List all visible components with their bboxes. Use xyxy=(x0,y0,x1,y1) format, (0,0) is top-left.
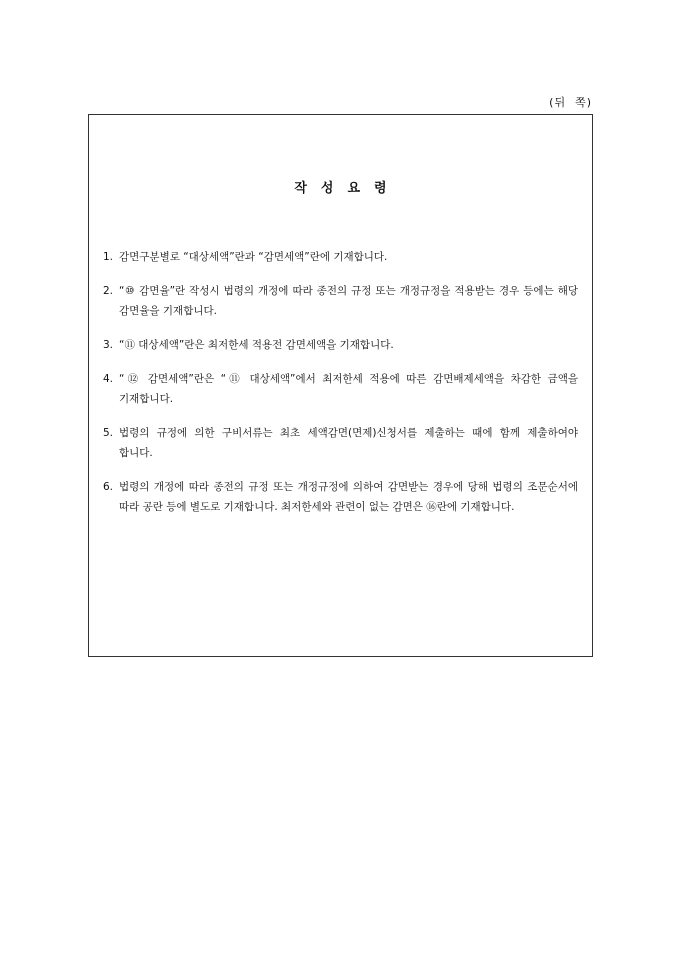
instruction-text: “⑩ 감면율”란 작성시 법령의 개정에 따라 종전의 규정 또는 개정규정을 적용받는 경우 등에는 해당 감면율을 기재합니다. xyxy=(119,285,578,317)
instruction-number: 4. xyxy=(103,373,114,385)
instruction-item-6 xyxy=(103,477,578,517)
instruction-item-5 xyxy=(103,423,578,463)
instructions-list xyxy=(103,247,578,531)
instruction-item-2 xyxy=(103,281,578,321)
instruction-text: 법령의 규정에 의한 구비서류는 최초 세액감면(면제)신청서를 제출하는 때에 함께 제출하여야 합니다. xyxy=(119,427,578,459)
instruction-number: 2. xyxy=(103,285,114,297)
instruction-number: 5. xyxy=(103,427,114,439)
instruction-item-3 xyxy=(103,335,578,355)
instruction-text: “⑫ 감면세액”란은 “⑪ 대상세액”에서 최저한세 적용에 따른 감면배제세액을 차감한 금액을 기재합니다. xyxy=(119,373,578,405)
instruction-number: 1. xyxy=(103,251,114,263)
instruction-item-1 xyxy=(103,247,578,267)
instruction-number: 6. xyxy=(103,481,114,493)
instruction-number: 3. xyxy=(103,339,114,351)
page-side-label: (뒤 쪽) xyxy=(549,96,592,109)
instruction-text: 감면구분별로 “대상세액”란과 “감면세액”란에 기재합니다. xyxy=(119,251,388,263)
instruction-text: “⑪ 대상세액”란은 최저한세 적용전 감면세액을 기재합니다. xyxy=(119,339,394,351)
instructions-box xyxy=(88,114,593,657)
instruction-text: 법령의 개정에 따라 종전의 규정 또는 개정규정에 의하여 감면받는 경우에 당해 법령의 조문순서에 따라 공란 등에 별도로 기재합니다. 최저한세와 관련이 없는 감면은 ⑯란에 기재합니다. xyxy=(119,481,578,513)
instruction-item-4 xyxy=(103,369,578,409)
instructions-title: 작성요령 xyxy=(294,181,401,196)
